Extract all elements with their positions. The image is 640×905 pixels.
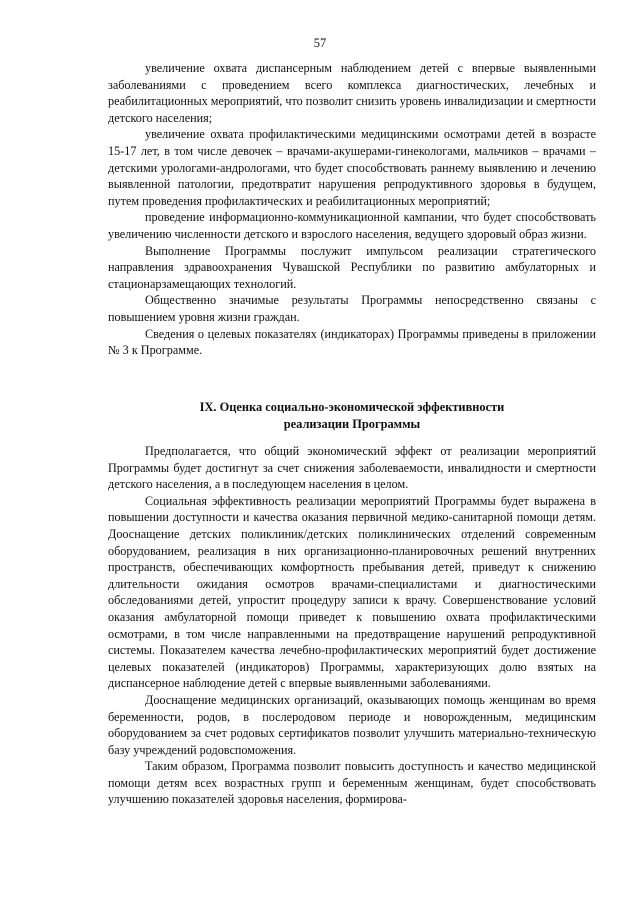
paragraph: увеличение охвата профилактическими медицинскими осмотрами детей в возрасте 15-17 лет, в том числе девочек – врачами-акушерами-гинекологами, мальчиков – врачами – детскими урологами-андрологами, что будет способствовать раннему выявлению и лечению выявленной патологии, предотвратит нарушения репродуктивного здоровья в будущем, путем проведения профилактических и реабилитационных мероприятий; xyxy=(108,127,596,208)
page-number: 57 xyxy=(313,36,327,50)
section-heading-line-1: IX. Оценка социально-экономической эффективности xyxy=(199,400,505,414)
paragraph: Социальная эффективность реализации мероприятий Программы будет выражена в повышении доступности и качества оказания первичной медико-санитарной помощи детям. Дооснащение детских поликлиник/детских поликлинических отделений современным оборудованием, реализация в них организационно-планировочных решений внутренних пространств, обеспечивающих комфортность пребывания детей, приведут к снижению длительности ожидания осмотров врачами-специалистами и диагностическими обследованиями детей, упростит процедуру записи к врачу. Совершенствование условий оказания амбулаторной помощи приведет к повышению охвата профилактическими осмотрами, в том числе направленными на предотвращение нарушений репродуктивной системы. Показателем качества лечебно-профилактических мероприятий будет достижение целевых показателей (индикаторов) Программы, характеризующих долю взятых на диспансерное наблюдение детей с впервые выявленными заболеваниями. xyxy=(108,493,596,691)
paragraph: Выполнение Программы послужит импульсом реализации стратегического направления здравоохранения Чувашской Республики по развитию амбулаторных и стационарзамещающих технологий. xyxy=(108,243,596,291)
paragraph: Общественно значимые результаты Программы непосредственно связаны с повышением уровня жизни граждан. xyxy=(108,293,596,324)
section-heading-line-2: реализации Программы xyxy=(283,416,421,431)
paragraph: Дооснащение медицинских организаций, оказывающих помощь женщинам во время беременности, родов, в послеродовом периоде и новорожденным, медицинским оборудованием за счет родовых сертификатов позволит улучшить материально-техническую базу учреждений родовспоможения. xyxy=(108,692,596,757)
paragraph: Таким образом, Программа позволит повысить доступность и качество медицинской помощи детям всех возрастных групп и беременным женщинам, будет способствовать улучшению показателей здоровья населения, формирова- xyxy=(108,759,596,807)
paragraph: Предполагается, что общий экономический эффект от реализации мероприятий Программы будет достигнут за счет снижения заболеваемости, инвалидности и смертности детского населения, а в последующем населения в целом. xyxy=(108,444,596,492)
section-text-lower xyxy=(108,443,596,808)
paragraph: Сведения о целевых показателях (индикаторах) Программы приведены в приложении № 3 к Программе. xyxy=(108,326,596,358)
paragraph: проведение информационно-коммуникационной кампании, что будет способствовать увеличению численности детского и взрослого населения, ведущего здоровый образ жизни. xyxy=(108,210,596,241)
section-heading xyxy=(108,399,596,432)
section-text-upper xyxy=(108,60,596,359)
paragraph: увеличение охвата диспансерным наблюдением детей с впервые выявленными заболеваниями с проведением всего комплекса диагностических, лечебных и реабилитационных мероприятий, что позволит снизить уровень инвалидизации и смертности детского населения; xyxy=(108,61,596,125)
